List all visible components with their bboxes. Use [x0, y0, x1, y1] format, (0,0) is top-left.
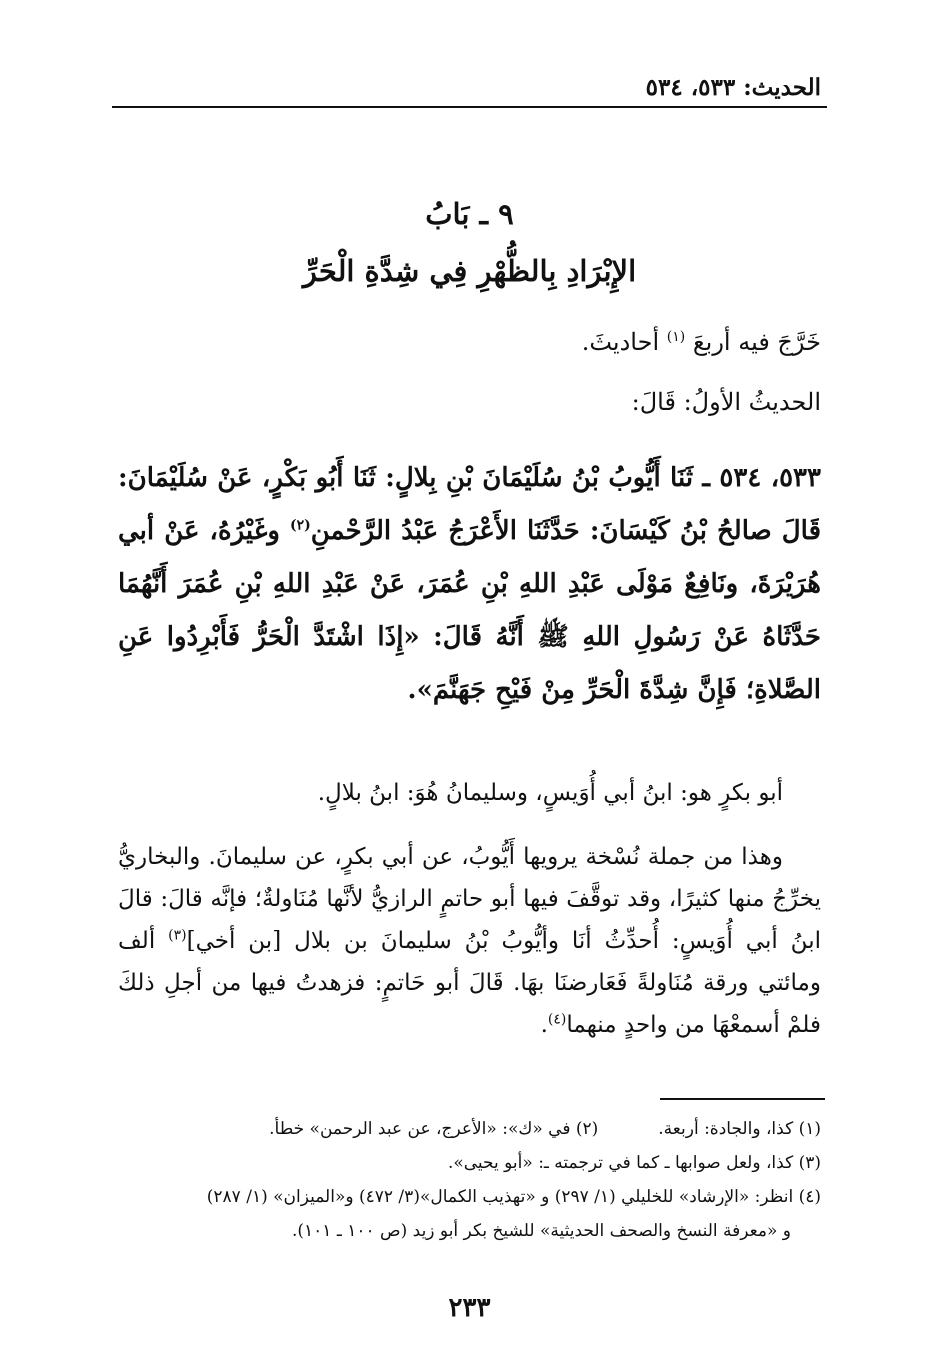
- footnote-marker: (١): [666, 329, 686, 345]
- footnote-3: (٣) كذا، ولعل صوابها ـ كما في ترجمته ـ: «أبو يحيى».: [447, 1153, 821, 1173]
- hadith-isnad: ٥٣٣، ٥٣٤ ـ ثَنَا أَيُّوبُ بْنُ سُلَيْمَانَ بْنِ بِلالٍ: ثَنَا أَبُو بَكْرٍ، عَنْ سُلَيْمَانَ: قَالَ صالحُ بْنُ كَيْسَانَ: حَدَّثَنَا الأَعْرَجُ عَبْدُ الرَّحْمنِ: [118, 463, 821, 546]
- intro-text: أحاديثَ.: [581, 328, 660, 356]
- commentary-text: ألف ومائتي ورقة مُنَاولةً فَعَارضنَا بهَا. قَالَ أبو حَاتمٍ: فزهدتُ فيها من أجلِ ذلكَ فلمْ أسمعْهَا من واحدٍ منهما: [118, 928, 821, 1038]
- intro-line: [118, 322, 821, 362]
- intro-text: خَرَّجَ فيه أربعَ: [692, 328, 821, 356]
- commentary-paragraph: [118, 836, 821, 1046]
- header-divider: [112, 106, 827, 108]
- footnotes: [112, 1112, 821, 1248]
- footnote-marker: (٣): [168, 927, 187, 944]
- footnote-marker: (٢): [289, 517, 311, 534]
- hadith-label: الحديثُ الأولُ: قَالَ:: [631, 388, 821, 416]
- footnote-1: (١) كذا، والجادة: أربعة.: [658, 1119, 821, 1139]
- footnote-2: (٢) في «ك»: «الأعرج، عن عبد الرحمن» خطأ.: [269, 1119, 599, 1139]
- chapter-title: الإِبْرَادِ بِالظُّهْرِ فِي شِدَّةِ الْحَرِّ: [302, 254, 637, 288]
- hadith-text: [118, 452, 821, 717]
- footnote-4-continued: و «معرفة النسخ والصحف الحديثية» للشيخ بكر أبو زيد (ص ١٠٠ ـ ١٠١).: [292, 1221, 791, 1241]
- footnote-row: [112, 1112, 821, 1146]
- footnote-marker: (٤): [547, 1011, 567, 1028]
- page-number: ٢٣٣: [448, 1293, 491, 1323]
- commentary-paragraph: أبو بكرٍ هو: ابنُ أبي أُوَيسٍ، وسليمانُ هُوَ: ابنُ بلالٍ.: [317, 780, 783, 806]
- chapter-number: ٩ ـ بَابُ: [425, 197, 514, 231]
- running-header: الحديث: ٥٣٣، ٥٣٤: [645, 74, 821, 101]
- footnote-4: (٤) انظر: «الإرشاد» للخليلي (١/ ٢٩٧) و «تهذيب الكمال»(٣/ ٤٧٢) و«الميزان» (١/ ٢٨٧): [206, 1187, 821, 1207]
- footnote-divider: [660, 1098, 825, 1100]
- hadith-matn: وغَيْرُهُ، عَنْ أبي هُرَيْرَةَ، ونَافِعٌ مَوْلَى عَبْدِ اللهِ بْنِ عُمَرَ، عَنْ عَبْدِ اللهِ بْنِ عُمَرَ أَنَّهُمَا حَدَّثَاهُ عَنْ رَسُولِ اللهِ ﷺ أَنَّهُ قَالَ: «إِذَا اشْتَدَّ الْحَرُّ فَأَبْرِدُوا عَنِ الصَّلاةِ؛ فَإِنَّ شِدَّةَ الْحَرِّ مِنْ فَيْحِ جَهَنَّمَ».: [118, 516, 821, 705]
- commentary-text: وهذا من جملة نُسْخة يرويها أَيُّوبُ، عن أبي بكرٍ، عن سليمانَ. والبخاريُّ يخرِّجُ منها كثيرًا، وقد توقَّفَ فيها أبو حاتمٍ الرازيُّ لأنَّها مُنَاولةٌ؛ فإنَّه قالَ: قالَ ابنُ أبي أُوَيسٍ: أُحدِّثُ أنَا وأيُّوبُ بْنُ سليمانَ بن بلال [بن أخي]: [118, 844, 821, 954]
- commentary-text: .: [540, 1012, 548, 1038]
